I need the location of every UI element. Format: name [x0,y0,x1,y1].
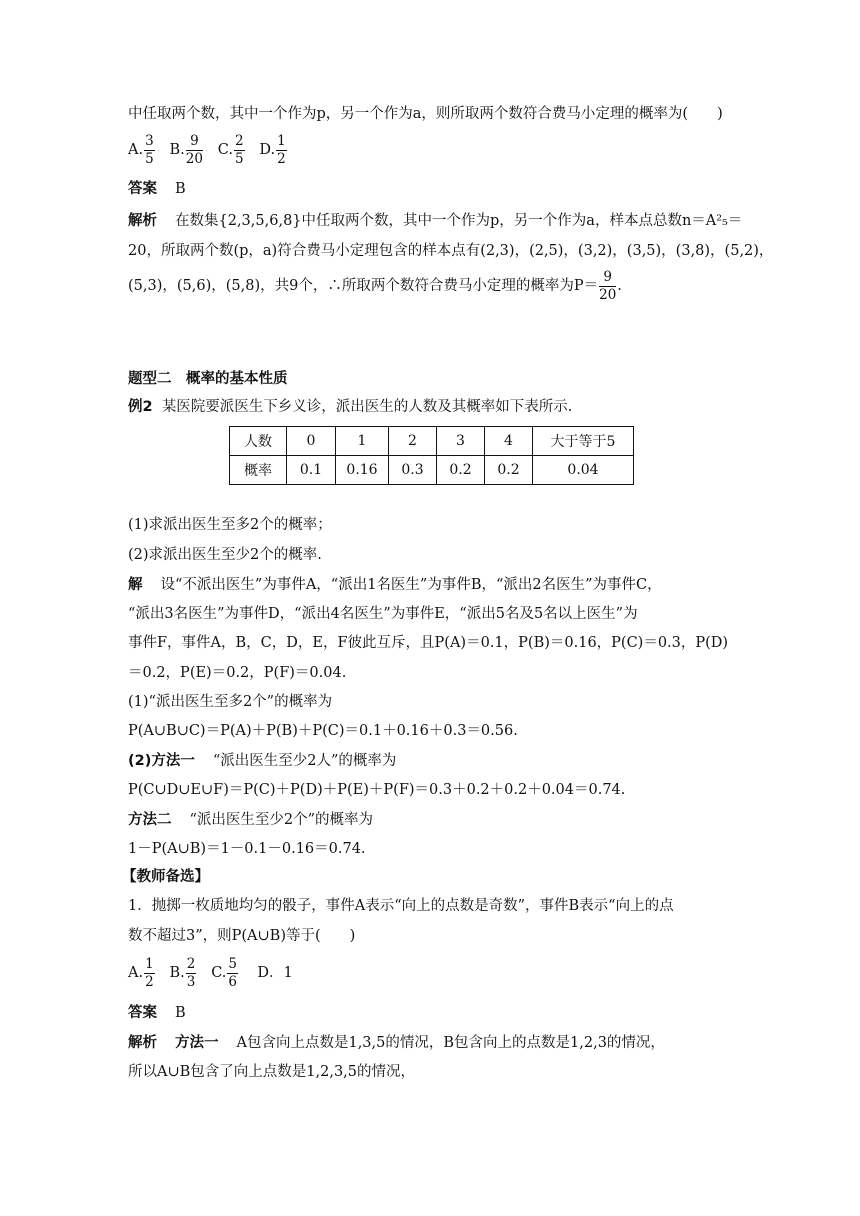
table-cell: 0.2 [437,456,485,485]
solution-line-9: 方法二 “派出医生至少2个”的概率为 [128,812,374,828]
answer-value: B [175,1005,186,1021]
example-question-2: (2)求派出医生至少2个的概率. [128,547,322,563]
table-cell: 0.3 [389,456,437,485]
solution-line-8: P(C∪D∪E∪F)＝P(C)＋P(D)＋P(E)＋P(F)＝0.3＋0.2＋0.2＋0.04＝0.74. [128,782,626,798]
table-cell: 1 [336,427,389,456]
option-b: B. $\frac{2}{3}$ [169,955,196,990]
solution-line-10: 1－P(A∪B)＝1－0.1－0.16＝0.74. [128,841,366,857]
analysis-line-1: 解析 在数集{2,3,5,6,8}中任取两个数，其中一个作为p，另一个作为a，样本点总数n＝A²₅＝ [128,213,743,229]
teacher-answer-line [128,1003,750,1023]
table-cell: 0.16 [336,456,389,485]
solution-line-5: (1)“派出医生至多2个”的概率为 [128,694,333,710]
table-cell: 0.1 [287,456,336,485]
solution-line-4: ＝0.2，P(E)＝0.2，P(F)＝0.04. [128,665,347,681]
teacher-backup-label: 【教师备选】 [122,869,209,885]
table-cell: 0 [287,427,336,456]
section-title: 题型二 概率的基本性质 [128,371,288,387]
option-d: D．1 [257,965,293,981]
table-cell: 0.2 [485,456,533,485]
teacher-options [128,955,750,991]
method-one-label: 方法一 [175,1035,219,1051]
solution-line-2: “派出3名医生”为事件D，“派出4名医生”为事件E，“派出5名及5名以上医生”为 [128,606,638,622]
probability-table [229,426,634,485]
method-two-label: 方法二 [128,812,172,828]
analysis-line-3: (5,3)，(5,6)，(5,8)，共9个，∴所取两个数符合费马小定理的概率为P＝ $\frac{9}{20}$ . [128,268,622,303]
teacher-question-line-2: 数不超过3”，则P(A∪B)等于( ) [128,928,356,944]
method-one-label: (2)方法一 [128,753,195,769]
analysis-line-2: 20，所取两个数(p，a)符合费马小定理包含的样本点有(2,3)，(2,5)，(3,2)，(3,5)，(3,8)，(5,2)， [128,243,774,259]
table-row [230,427,634,456]
table-cell: 3 [437,427,485,456]
table-cell: 人数 [230,427,287,456]
table-cell: 4 [485,427,533,456]
solution-line-6: P(A∪B∪C)＝P(A)＋P(B)＋P(C)＝0.1＋0.16＋0.3＝0.56. [128,723,518,739]
option-a: A. $\frac{3}{5}$ [128,132,154,167]
table-cell: 0.04 [533,456,634,485]
option-c: C. $\frac{2}{5}$ [217,132,244,167]
answer-line [128,179,750,199]
analysis-label: 解析 [128,1035,157,1051]
table-cell: 大于等于5 [533,427,634,456]
question-options [128,132,750,168]
question-stem: 中任取两个数，其中一个作为p，另一个作为a，则所取两个数符合费马小定理的概率为( ) [128,106,723,122]
table-cell: 概率 [230,456,287,485]
teacher-analysis-line-2: 所以A∪B包含了向上点数是1,2,3,5的情况， [128,1064,416,1080]
option-b: B. $\frac{9}{20}$ [169,132,203,167]
analysis-label: 解析 [128,213,157,229]
solution-line-1: 解 设“不派出医生”为事件A，“派出1名医生”为事件B，“派出2名医生”为事件C， [128,577,662,593]
answer-label: 答案 [128,1005,157,1021]
example-question-1: (1)求派出医生至多2个的概率； [128,517,332,533]
solution-line-3: 事件F，事件A，B，C，D，E，F彼此互斥，且P(A)＝0.1，P(B)＝0.16，P(C)＝0.3，P(D) [128,635,729,651]
answer-value: B [175,181,186,197]
example-stem: 例2 某医院要派医生下乡义诊，派出医生的人数及其概率如下表所示. [128,399,573,415]
table-cell: 2 [389,427,437,456]
option-a: A. $\frac{1}{2}$ [128,955,154,990]
solution-label: 解 [128,577,143,593]
option-d: D. $\frac{1}{2}$ [259,132,286,167]
teacher-question-line-1: 1．抛掷一枚质地均匀的骰子，事件A表示“向上的点数是奇数”，事件B表示“向上的点 [128,898,674,914]
example-label: 例2 [128,399,153,415]
answer-label: 答案 [128,181,157,197]
solution-line-7: (2)方法一 “派出医生至少2人”的概率为 [128,753,397,769]
option-c: C. $\frac{5}{6}$ [211,955,237,990]
teacher-analysis-line-1: 解析 方法一 A包含向上点数是1,3,5的情况，B包含向上的点数是1,2,3的情况， [128,1035,665,1051]
table-row [230,456,634,485]
